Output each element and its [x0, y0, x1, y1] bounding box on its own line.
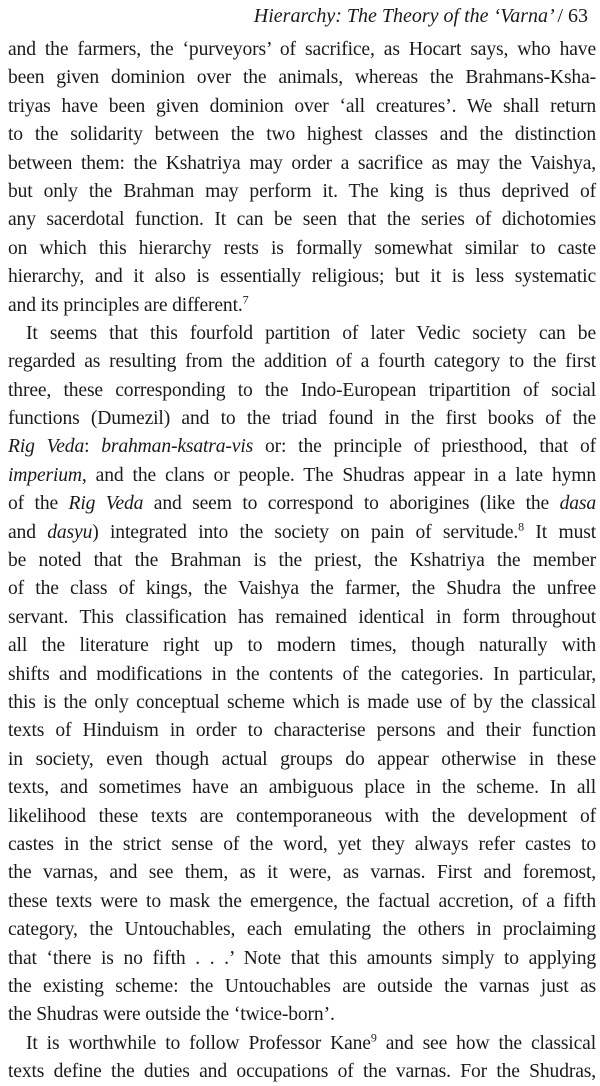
text-run: or: the principle of priesthood, that of: [253, 436, 597, 458]
text-run: likelihood these texts are contemporaneous with the development of: [8, 805, 596, 827]
text-run: been given dominion over the animals, whereas the Brahmans-Ksha-: [8, 67, 596, 89]
text-run: the Shudras were outside the ‘twice-born’.: [8, 1004, 335, 1026]
text-run: It seems that this fourfold partition of later Vedic society can be: [26, 322, 596, 344]
text-run: castes in the strict sense of the word, yet they always refer castes to: [8, 833, 596, 855]
running-head-title: Hierarchy: The Theory of the ‘Varna’: [253, 5, 553, 27]
footnote-marker: 9: [370, 1030, 377, 1045]
body-text: [8, 36, 596, 1086]
text-line: [8, 64, 596, 92]
text-run: ) integrated into the society on pain of servitude.: [92, 521, 519, 543]
text-line: [8, 973, 596, 1001]
text-line: [8, 462, 596, 490]
text-line: [8, 292, 596, 320]
text-run: and seem to correspond to aborigines (like the: [143, 493, 560, 515]
text-run: It must: [524, 521, 596, 543]
italic-text-run: dasyu: [47, 521, 93, 543]
text-run: and the farmers, the ‘purveyors’ of sacrifice, as Hocart says, who have: [8, 39, 596, 60]
text-run: and: [8, 521, 48, 543]
text-line: [8, 405, 596, 433]
text-line: [8, 206, 596, 234]
text-line: [8, 717, 596, 745]
text-run: be noted that the Brahman is the priest, the Kshatriya the member: [8, 550, 596, 572]
text-run: triyas have been given dominion over ‘all creatures’. We shall return: [8, 95, 596, 117]
text-line: [8, 689, 596, 717]
text-line: [8, 93, 596, 121]
text-run: this is the only conceptual scheme which is made use of by the classical: [8, 691, 596, 713]
text-line: [8, 661, 596, 689]
text-run: It is worthwhile to follow Professor Kane: [26, 1032, 371, 1054]
footnote-marker: 8: [518, 519, 525, 534]
text-line: [8, 831, 596, 859]
text-line: [8, 1058, 596, 1086]
text-run: all the literature right up to modern times, though naturally with: [8, 635, 596, 657]
text-run: these texts were to mask the emergence, the factual accretion, of a fifth: [8, 890, 596, 912]
text-run: and its principles are different.: [8, 294, 243, 316]
text-run: any sacerdotal function. It can be seen that the series of dichotomies: [8, 209, 596, 231]
italic-text-run: dasa: [559, 493, 596, 515]
text-line: [8, 150, 596, 178]
text-run: the varnas, and see them, as it were, as varnas. First and foremost,: [8, 862, 596, 884]
italic-text-run: imperium: [8, 464, 82, 486]
book-page: [8, 0, 597, 1083]
page-number: 63: [568, 5, 588, 27]
text-line: [8, 433, 596, 461]
footnote-marker: 7: [242, 291, 249, 306]
text-run: texts, and sometimes have an ambiguous place in the scheme. In all: [8, 777, 596, 799]
text-run: category, the Untouchables, each emulating the others in proclaiming: [8, 919, 596, 941]
text-line: [8, 36, 596, 64]
text-run: three, these corresponding to the Indo-European tripartition of social: [8, 379, 596, 401]
text-run: texts of Hinduism in order to characterise persons and their function: [8, 720, 596, 742]
text-run: :: [84, 436, 102, 458]
text-line: [8, 575, 596, 603]
text-line: [8, 774, 596, 802]
text-run: regarded as resulting from the addition of a fourth category to the first: [8, 351, 596, 373]
text-line: [8, 547, 596, 575]
text-line: [8, 888, 596, 916]
text-run: and see how the classical: [376, 1032, 596, 1054]
text-line: [8, 604, 596, 632]
text-line: [8, 320, 596, 348]
text-line: [8, 1030, 596, 1058]
text-line: [8, 263, 596, 291]
text-line: [8, 121, 596, 149]
text-line: [8, 1001, 596, 1029]
text-run: functions (Dumezil) and to the triad found in the first books of the: [8, 408, 596, 430]
text-run: of the: [8, 493, 69, 515]
text-run: hierarchy, and it also is essentially religious; but it is less systematic: [8, 266, 596, 288]
italic-text-run: Rig Veda: [8, 436, 85, 458]
text-line: [8, 746, 596, 774]
text-run: texts define the duties and occupations of the varnas. For the Shudras,: [8, 1061, 596, 1083]
text-run: , and the clans or people. The Shudras appear in a late hymn: [81, 464, 596, 486]
text-line: [8, 490, 596, 518]
text-run: of the class of kings, the Vaishya the farmer, the Shudra the unfree: [8, 578, 596, 600]
text-run: to the solidarity between the two highest classes and the distinction: [8, 124, 596, 146]
running-head: [254, 4, 588, 28]
text-line: [8, 859, 596, 887]
running-head-separator: /: [557, 5, 563, 27]
text-line: [8, 916, 596, 944]
text-line: [8, 519, 596, 547]
text-line: [8, 803, 596, 831]
text-line: [8, 377, 596, 405]
text-line: [8, 945, 596, 973]
text-run: the existing scheme: the Untouchables are outside the varnas just as: [8, 975, 596, 997]
text-line: [8, 178, 596, 206]
text-run: that ‘there is no fifth . . .’ Note that this amounts simply to applying: [8, 947, 596, 969]
italic-text-run: Rig Veda: [68, 493, 144, 515]
text-run: on which this hierarchy rests is formally somewhat similar to caste: [8, 237, 596, 259]
text-line: [8, 235, 596, 263]
text-run: shifts and modifications in the contents of the categories. In particular,: [8, 663, 596, 685]
text-run: in society, even though actual groups do appear otherwise in these: [8, 748, 596, 770]
text-line: [8, 632, 596, 660]
text-run: but only the Brahman may perform it. The king is thus deprived of: [8, 180, 596, 202]
italic-text-run: brahman-ksatra-vis: [101, 436, 254, 458]
text-line: [8, 348, 596, 376]
text-run: servant. This classification has remained identical in form throughout: [8, 606, 596, 628]
text-run: between them: the Kshatriya may order a sacrifice as may the Vaishya,: [8, 152, 596, 174]
